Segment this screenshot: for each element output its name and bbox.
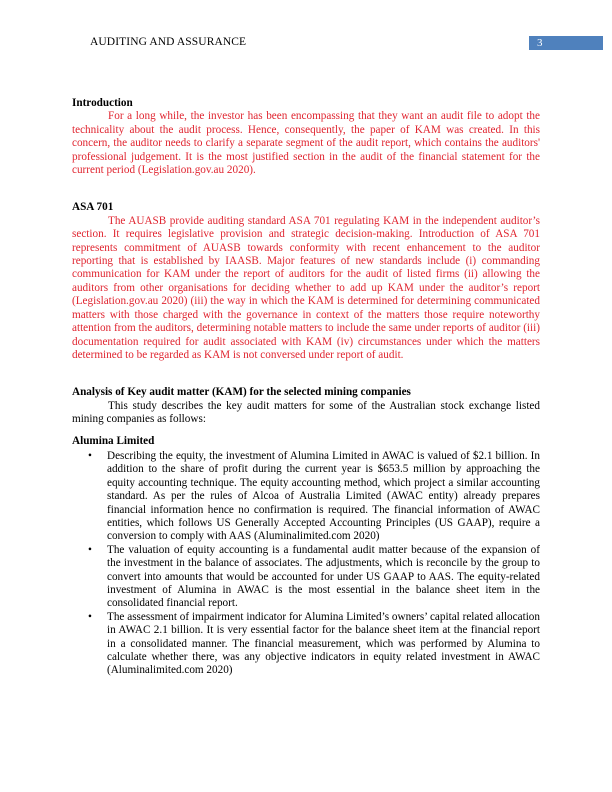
list-item xyxy=(88,543,540,611)
bullet-icon: • xyxy=(88,610,92,623)
bullet-icon: • xyxy=(88,543,92,556)
introduction-heading: Introduction xyxy=(72,97,133,109)
alumina-bullet-list xyxy=(72,450,540,678)
asa701-paragraph: The AUASB provide auditing standard ASA 701 regulating KAM in the independent auditor’s section. It requires legislative provision and strategic decision-making. Introduction of ASA 701 represents commitment of AUASB towards conformity with recent enhancement to the auditor reporting that is established by IAASB. Major features of new standards include (i) commanding communication for KAM under the report of auditors for the audit of listed firms (ii) allowing the auditors from other organisations for deciding whether to add up KAM under the auditor’s report (Legislation.gov.au 2020) (iii) the way in which the KAM is determined for determining communicated matters with those charged with the governance in context of the matters those require noteworthy attention from the auditors, determining notable matters to include the same under reports of auditor (iii) documentation required for audit associated with KAM (iv) circumstances under which the matters determined to be regarded as KAM is not conversed under report of audit. xyxy=(72,214,540,361)
alumina-heading: Alumina Limited xyxy=(72,434,155,447)
list-item-text: The valuation of equity accounting is a fundamental audit matter because of the expansion of the investment in the balance of associates. The adjustments, which is reconcile by the group to convert into amounts that would be accounted for under US GAAP to AAS. The equity-related investment of Alumina in AWAC is the most essential in the balance sheet item in the consolidated financial report. xyxy=(107,543,540,610)
list-item-text: The assessment of impairment indicator for Alumina Limited’s owners’ capital related allocation in AWAC 2.1 billion. It is very essential factor for the balance sheet item at the financial report in a consolidated manner. The financial measurement, which was performed by Alumina to calculate whether there, was any objective indicators in equity related investment in AWAC (Aluminalimited.com 2020) xyxy=(107,610,540,677)
introduction-paragraph: For a long while, the investor has been encompassing that they want an audit file to adopt the technicality about the audit process. Hence, consequently, the paper of KAM was created. In this concern, the auditor needs to clarify a separate segment of the audit report, which contains the auditors' professional judgement. It is the most justified section in the audit of the financial statement for the current period (Legislation.gov.au 2020). xyxy=(72,110,540,177)
page-number-bar xyxy=(529,36,603,50)
asa701-heading: ASA 701 xyxy=(72,201,114,214)
list-item-text: Describing the equity, the investment of Alumina Limited in AWAC is valued of $2.1 billion. In addition to the share of profit during the current year is $653.5 million by approaching the equity accounting technique. The equity accounting method, which project a similar accounting standard. As per the rules of Alcoa of Australia Limited (AWAC entity) already prepares financial information hence no confirmation is required. The financial information of AWAC entities, which follows US Generally Accepted Accounting Principles (US GAAP), require a conversion to comply with AAS (Aluminalimited.com 2020) xyxy=(107,449,540,543)
analysis-paragraph: This study describes the key audit matters for some of the Australian stock exchange listed mining companies as follows: xyxy=(72,399,540,426)
running-header-title: AUDITING AND ASSURANCE xyxy=(90,36,247,48)
list-item xyxy=(88,610,540,678)
document-body xyxy=(72,97,540,678)
analysis-heading: Analysis of Key audit matter (KAM) for the selected mining companies xyxy=(72,386,411,399)
page-number: 3 xyxy=(537,37,543,49)
bullet-icon: • xyxy=(88,449,92,462)
list-item xyxy=(88,449,540,544)
